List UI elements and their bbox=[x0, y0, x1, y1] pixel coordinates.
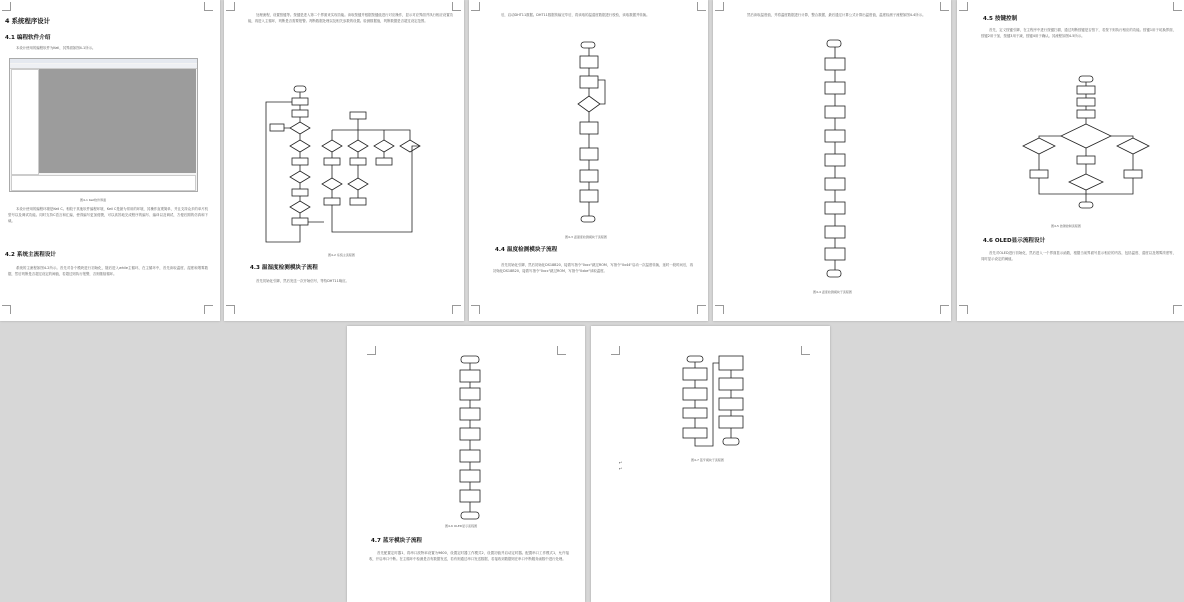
dht11-flowchart bbox=[569, 40, 609, 230]
paragraph: 首先初始化引脚，然后初始化DS18B20，接着写指令"0xcc"跳过ROM，写指令"0x44"启动一次温度转换，延时一段时间后，再初始化DS18B20，接着写指令"0xcc"跳过ROM，写指令"0xbe"读取温度。 bbox=[493, 263, 693, 274]
section-heading: 4.3 温湿度检测模块子流程 bbox=[250, 265, 318, 271]
figure-caption: 图4-1 Keil软件界面 bbox=[80, 198, 107, 202]
paragraph: 后，启动DHT11数据。DHT11数据传输完毕后，将读取的温湿度数据进行校验，读取数据并转换。 bbox=[501, 13, 650, 17]
section-heading: 4.6 OLED显示流程设计 bbox=[983, 238, 1046, 244]
paragraph: 然后读取温度值，并将温度数据进行计算，整合数据，最后通过计算公式计算出温度值，温度检测子流程如图4-4所示。 bbox=[747, 13, 926, 17]
section-heading: 4.4 温度检测模块子流程 bbox=[495, 247, 558, 253]
keil-screenshot-image bbox=[9, 58, 198, 192]
section-heading: 4.7 蓝牙模块子流程 bbox=[371, 538, 423, 544]
figure-caption: 图4-3 温湿度检测模块子流程图 bbox=[565, 235, 607, 239]
paragraph: 首先，定义按键引脚，在主程序中进行按键扫描，通过判断按键是否按下，若按下则执行相应的功能。按键1用于切换界面，按键2用于加，按键3用于减，按键4用于确认。其流程如图4-5所示。 bbox=[981, 28, 1176, 39]
figure-caption: 图4-5 按键控制流程图 bbox=[1051, 224, 1081, 228]
document-page-1 bbox=[0, 0, 220, 321]
document-page-2 bbox=[224, 0, 464, 321]
paragraph: 本设计使用的编程软件为Keil，其界面如图4-1所示。 bbox=[16, 46, 96, 50]
figure-caption: 图4-6 OLED显示流程图 bbox=[445, 524, 478, 528]
bluetooth-flowchart bbox=[677, 354, 747, 454]
figure-caption: 图4-2 系统主流程图 bbox=[328, 253, 355, 257]
paragraph: 系统的主流程如图4-2所示。首先对各个模块进行初始化，随后进入while主循环，在主循环中，首先读取温度、湿度和烟雾数据，然后判断是否超过设定的阈值，若超过则执行报警，否则继续循环。 bbox=[8, 266, 208, 277]
document-page-6 bbox=[347, 326, 585, 602]
paragraph: 首先对OLED进行初始化，然后进入一个界面显示函数，根据当前界面号显示相应的内容，包括温度、湿度以及烟雾浓度等，同时显示设定的阈值。 bbox=[981, 251, 1176, 262]
paragraph: 首先配置定时器1，将串口波特率设置为9600，设置定时器工作模式2，设置初值并启动定时器。配置串口工作模式1，允许接收，开启串口中断。在主循环中检测是否有数据发送，若有则通过串口发送数据，若接收到数据则在串口中断服务函数中进行处理。 bbox=[369, 551, 569, 562]
document-page-3 bbox=[469, 0, 708, 321]
section-heading: 4.2 系统主流程设计 bbox=[5, 252, 57, 258]
figure-caption: 图4-4 温度检测模块子流程图 bbox=[813, 290, 852, 294]
section-heading: 4.5 按键控制 bbox=[983, 16, 1018, 22]
ds18b20-flowchart bbox=[815, 38, 855, 288]
main-flowchart bbox=[262, 82, 437, 252]
figure-caption: 图4-7 蓝牙模块子流程图 bbox=[691, 458, 724, 462]
paragraph: 处理流程，设置按键等。按键是进入第二个界面来实现功能。读取按键并根据按键值进行对应操作，显示对应界面并执行相应设置功能，再进入主循环，判断是否需要报警。判断数据处理以及相关参数的设置。检测数据值，判断数据是否超过设定范围。 bbox=[248, 13, 453, 24]
section-heading: 4.1 编程软件介绍 bbox=[5, 35, 51, 41]
oled-flowchart bbox=[451, 354, 491, 524]
paragraph: 首先初始化引脚，然后发送一次开始信号，等待DHT11响应。 bbox=[256, 279, 349, 283]
key-control-flowchart bbox=[1021, 74, 1151, 216]
document-page-7: 图4-7 蓝牙模块子流程图 ↵ ↵ bbox=[591, 326, 830, 602]
document-page-5 bbox=[957, 0, 1184, 321]
document-page-4 bbox=[713, 0, 951, 321]
chapter-heading: 4 系统程序设计 bbox=[5, 17, 51, 25]
paragraph: 本设计使用的编程环境是Keil C。相较于其他软件编程环境，Keil C是最为常用的环境，其操作直观简单，并且支持众多的单片机型号以及调试功能。同时支持C语言和汇编，使得编写更加便捷，可以高效地完成程序的编写、编译以及调试，方便后期的仿真和下载。 bbox=[8, 207, 208, 224]
